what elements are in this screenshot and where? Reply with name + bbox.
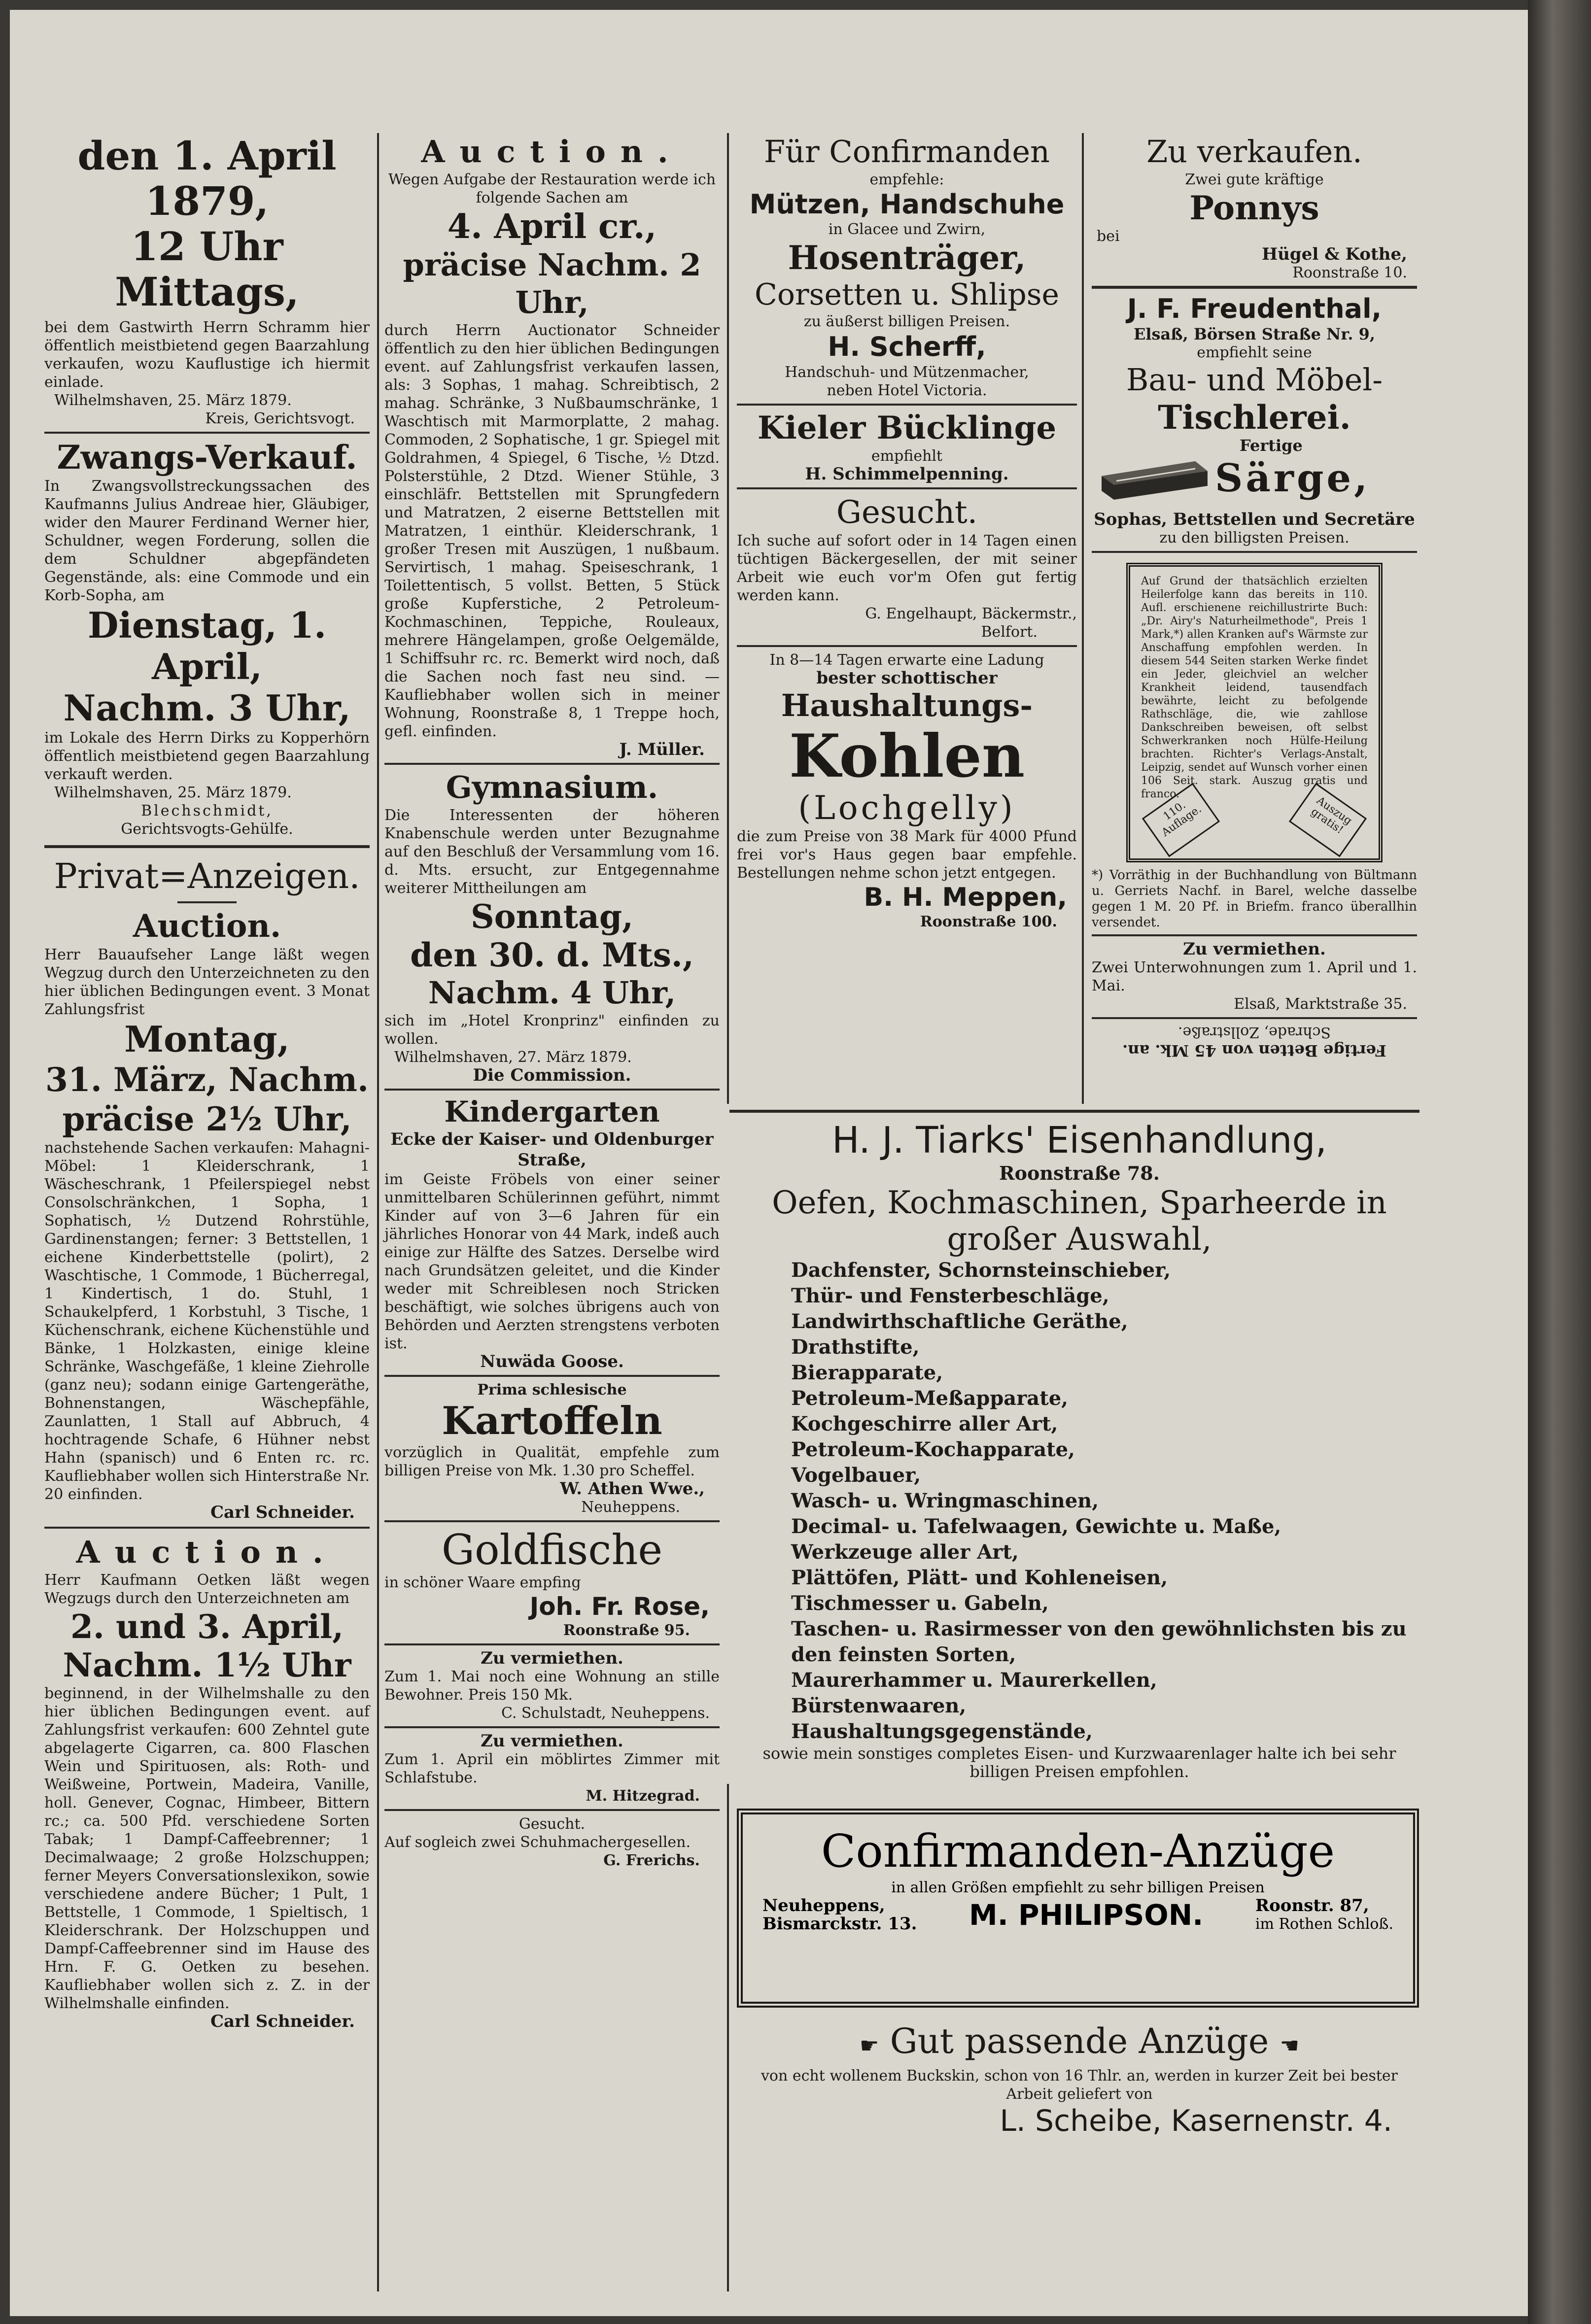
philipson-right2: im Rothen Schloß. <box>1255 1915 1393 1933</box>
verkaufen-by: bei <box>1097 228 1120 245</box>
vermiethen2-sign: M. Hitzegrad. <box>586 1787 700 1805</box>
philipson-left1: Neuheppens, <box>762 1896 885 1915</box>
tiarks-headline: Oefen, Kochmaschinen, Sparheerde in <box>772 1185 1387 1221</box>
freudenthal-l3: Fertige <box>1240 436 1303 455</box>
kartoffeln-place: Neuheppens. <box>581 1499 680 1516</box>
column-rule-2b <box>727 1784 729 2291</box>
philipson-title: Confirmanden-Anzüge <box>821 1825 1335 1878</box>
airy-note: *) Vorräthig in der Buchhandlung von Bültmann u. Gerriets Nachf. in Barel, welche dasselbe gegen 1 M. 20 Pf. in Briefm. franco überallhin versendet. <box>1092 868 1417 930</box>
gesucht-title: Gesucht. <box>836 494 978 531</box>
divider <box>384 763 720 765</box>
tiarks-item: Petroleum-Meßapparate, <box>791 1387 1069 1410</box>
column-rule-1 <box>377 133 379 2291</box>
divider <box>737 487 1077 489</box>
tiarks-item: Taschen- u. Rasirmesser von den gewöhnlichsten bis zu den feinsten Sorten, <box>791 1617 1407 1666</box>
freudenthal-l1: Bau- und Möbel- <box>1126 362 1383 398</box>
zwangs-place: Wilhelmshaven, 25. März 1879. <box>54 784 292 801</box>
confirmanden-l2: in Glacee und Zwirn, <box>828 221 986 238</box>
lange-title: Auction. <box>133 908 281 945</box>
goldfische-name: Joh. Fr. Rose, <box>529 1592 710 1621</box>
tiarks-footer: sowie mein sonstiges completes Eisen- und Kurzwaarenlager halte ich bei sehr billigen Preisen empfohlen. <box>762 1744 1396 1781</box>
philipson-body: in allen Größen empfiehlt zu sehr billigen Preisen <box>891 1879 1265 1896</box>
kohlen-body: die zum Preise von 38 Mark für 4000 Pfund frei vor's Haus gegen baar empfehle. Bestellungen nehme schon jetzt entgegen. <box>737 828 1077 882</box>
column-rule-2 <box>727 133 729 1104</box>
auction-body: bei dem Gastwirth Herrn Schramm hier öffentlich meistbietend gegen Baarzahlung verkaufen, wozu Kauflustige ich hiermit einlade. <box>44 319 370 391</box>
divider-thick <box>44 845 370 848</box>
philipson-right1: Roonstr. 87, <box>1255 1896 1369 1915</box>
freudenthal-name: J. F. Freudenthal, <box>1127 293 1382 324</box>
meppen-addr: Roonstraße 100. <box>920 913 1057 930</box>
scherff-addr: neben Hotel Victoria. <box>827 382 987 399</box>
meppen-name: B. H. Meppen, <box>864 883 1067 912</box>
mueller-body2: durch Herrn Auctionator Schneider öffentlich zu den hier üblichen Bedingungen event. auf Zahlungsfrist verkaufen lassen, als: 3 Sophas, 1 mahag. Schreibtisch, 2 mahag. Schränke, 3 Nußbaumschränke, 1 Waschtisch mit Marmorplatte, 2 mahag. Commoden, 2 Sophatische, 1 gr. Spiegel mit Goldrahmen, 4 Spiegel, 6 Tische, ½ Dtzd. Polsterstühle, 2 Dtzd. Wiener Stühle, 3 einschläfr. Bettstellen mit Sprungfedern und Matratzen, 2 eiserne Bettstellen mit Matratzen, 1 einthür. Kleiderschrank, 1 großer Tresen mit Auszügen, 1 nußbaum. Servirtisch, 1 mahag. Speiseschrank, 1 Toilettentisch, 5 vollst. Betten, 5 Stück große Kupferstiche, 2 Petroleum-Kochmaschinen, Teppiche, Rouleaux, mehrere Hängelampen, große Oelgemälde, 1 Schiffsuhr rc. rc. Bemerkt wird noch, daß die Sachen noch fast neu sind. — Kaufliebhaber wollen sich in meiner Wohnung, Roonstraße 8, 1 Treppe hoch, gefl. einfinden. <box>384 322 720 740</box>
gymnasium-body2: sich im „Hotel Kronprinz" einfinden zu wollen. <box>384 1012 720 1048</box>
divider <box>1092 934 1417 936</box>
tiarks-headline2: großer Auswahl, <box>947 1221 1212 1258</box>
kindergarten-sign: Nuwäda Goose. <box>480 1352 624 1371</box>
zwangs-title: Zwangs-Verkauf. <box>57 438 357 477</box>
tiarks-title: H. J. Tiarks' Eisenhandlung, <box>831 1119 1327 1162</box>
divider <box>384 1089 720 1091</box>
tiarks-ad <box>737 1119 1422 1781</box>
zwangs-body: In Zwangsvollstreckungssachen des Kaufmanns Julius Andreae hier, Gläubiger, wider den Maurer Ferdinand Werner hier, Schuldner, wegen Forderung, sollen die dem Schuldner abgepfändeten Gegenstände, als: eine Commode und ein Korb-Sopha, am <box>44 478 370 604</box>
upside-down-ad <box>1092 1023 1417 1059</box>
divider-wide <box>729 1110 1419 1113</box>
gesucht-body: Ich suche auf sofort oder in 14 Tagen einen tüchtigen Bäckergesellen, der mit seiner Arbeit wie euch vor'm Ofen gut fertig werden kann. <box>737 532 1077 604</box>
zwangs-body2: im Lokale des Herrn Dirks zu Kopperhörn öffentlich meistbietend gegen Baarzahlung verkauft werden. <box>44 729 370 783</box>
gesucht-place: Belfort. <box>981 623 1038 641</box>
scheibe-sign: L. Scheibe, Kasernenstr. 4. <box>1000 2104 1392 2138</box>
tiarks-item: Drathstifte, <box>791 1335 920 1359</box>
buecklinge-sign: H. Schimmelpenning. <box>805 464 1009 484</box>
oetken-date: 2. und 3. April, <box>70 1607 344 1646</box>
gymnasium-date: den 30. d. Mts., <box>410 936 694 974</box>
confirmanden-l3: Hosenträger, <box>788 239 1026 277</box>
gymnasium-time: Nachm. 4 Uhr, <box>428 975 676 1011</box>
tiarks-item: Bierapparate, <box>791 1361 943 1384</box>
mueller-date: 4. April cr., <box>447 207 657 246</box>
pointing-hand-right-icon: ☛ <box>859 2033 879 2058</box>
tiarks-item: Werkzeuge aller Art, <box>791 1540 1019 1564</box>
philipson-row <box>743 1897 1413 1933</box>
gesucht2-sign: G. Frerichs. <box>603 1852 700 1869</box>
divider <box>1092 1017 1417 1019</box>
divider <box>384 1520 720 1522</box>
gymnasium-title: Gymnasium. <box>446 769 658 805</box>
airy-badge-right: Auszug gratis! <box>1289 783 1367 857</box>
confirmanden-l1: Mützen, Handschuhe <box>749 189 1065 220</box>
tiarks-item-list <box>737 1258 1422 1744</box>
vermiethen2-title: Zu vermiethen. <box>481 1731 623 1751</box>
freudenthal-l6: zu den billigsten Preisen. <box>1159 529 1349 547</box>
mueller-body: Wegen Aufgabe der Restauration werde ich folgende Sachen am <box>388 171 716 206</box>
huegel-addr: Roonstraße 10. <box>1292 264 1407 281</box>
zwangs-sign2: Gerichtsvogts-Gehülfe. <box>121 820 293 838</box>
gesucht2-body: Auf sogleich zwei Schuhmachergesellen. <box>384 1834 691 1851</box>
huegel-kothe: Hügel & Kothe, <box>1262 244 1407 264</box>
tiarks-item: Plättöfen, Plätt- und Kohleneisen, <box>791 1566 1168 1589</box>
gesucht-sign: G. Engelhaupt, Bäckermstr., <box>865 605 1077 622</box>
kohlen-title: Haushaltungs- <box>781 687 1033 723</box>
tiarks-item: Landwirthschaftliche Geräthe, <box>791 1310 1128 1333</box>
scherff-trade: Handschuh- und Mützenmacher, <box>785 364 1029 381</box>
lange-body: Herr Bauaufseher Lange läßt wegen Wegzug durch den Unterzeichneten zu den hier üblichen Bedingungen event. 3 Monat Zahlungsfrist <box>44 946 370 1018</box>
lange-sign: Carl Schneider. <box>210 1503 355 1522</box>
philipson-left2: Bismarckstr. 13. <box>762 1914 917 1934</box>
oetken-title: Auction. <box>76 1534 338 1570</box>
coffin-block <box>1092 437 1417 511</box>
divider <box>737 645 1077 647</box>
tiarks-item: Haushaltungsgegenstände, <box>791 1720 1093 1743</box>
vermiethen1-title: Zu vermiethen. <box>481 1648 623 1668</box>
divider <box>384 1375 720 1377</box>
kartoffeln-pre: Prima schlesische <box>477 1381 627 1399</box>
auction-date: den 1. April 1879, <box>77 133 337 224</box>
oetken-sign: Carl Schneider. <box>210 2012 355 2031</box>
tiarks-item: Kochgeschirre aller Art, <box>791 1412 1058 1435</box>
freudenthal-l2: Tischlerei. <box>1158 398 1351 437</box>
vermiethen1-sign: C. Schulstadt, Neuheppens. <box>501 1705 710 1722</box>
mueller-time: präcise Nachm. 2 Uhr, <box>403 247 701 320</box>
gesucht2-title: Gesucht. <box>519 1815 586 1833</box>
tiarks-item: Vogelbauer, <box>791 1464 921 1487</box>
short-rule <box>177 901 237 903</box>
kohlen-title3: (Lochgelly) <box>798 789 1016 827</box>
column-3 <box>737 133 1077 931</box>
tiarks-item: Thür- und Fensterbeschläge, <box>791 1284 1109 1307</box>
tiarks-item: Wasch- u. Wringmaschinen, <box>791 1489 1099 1512</box>
freudenthal-pre: empfiehlt seine <box>1197 344 1312 361</box>
book-spine <box>1528 0 1591 2324</box>
scheibe-ad <box>737 2020 1422 2139</box>
lange-day: Montag, <box>124 1018 290 1060</box>
vermiethen1-body: Zum 1. Mai noch eine Wohnung an stille Bewohner. Preis 150 Mk. <box>384 1668 720 1704</box>
goldfische-body: in schöner Waare empfing <box>384 1574 581 1591</box>
buecklinge-title: Kieler Bücklinge <box>757 410 1057 446</box>
section-heading: Privat=Anzeigen. <box>54 856 360 896</box>
saerge: Särge, <box>1215 456 1371 501</box>
pointing-hand-left-icon: ☚ <box>1280 2033 1300 2058</box>
mueller-sign: J. Müller. <box>619 740 705 759</box>
column-4 <box>1092 133 1417 1059</box>
scherff-name: H. Scherff, <box>828 331 986 362</box>
oetken-body: Herr Kaufmann Oetken läßt wegen Wegzugs durch den Unterzeichneten am <box>44 1572 370 1607</box>
gymnasium-body: Die Interessenten der höheren Knabenschule werden unter Bezugnahme auf den Beschluß der Versammlung vom 16. d. Mts. ersucht, zur Entgegennahme weiterer Mittheilungen am <box>384 807 720 897</box>
betten-line1: Fertige Betten von 45 Mk. an. <box>1122 1041 1386 1060</box>
coffin-icon <box>1097 442 1210 506</box>
vermiethen3-sign: Elsaß, Marktstraße 35. <box>1234 995 1407 1013</box>
kindergarten-body: im Geiste Fröbels von einer seiner unmittelbaren Schülerinnen geführt, nimmt Kinder auf von 3—6 Jahren für ein jährliches Honorar von 44 Mark, indeß auch einige zur Hälfte des Satzes. Derselbe wird nach Grundsätzen geleitet, und die Kinder weder mit Schreiblesen noch Stricken beschäftigt, wie solches übrigens auch von Behörden und Aerzten strengstens verboten ist. <box>384 1171 720 1352</box>
divider <box>1092 286 1417 289</box>
vermiethen3-body: Zwei Unterwohnungen zum 1. April und 1. Mai. <box>1092 959 1417 994</box>
scheibe-title: Gut passende Anzüge <box>890 2021 1269 2061</box>
gymnasium-place: Wilhelmshaven, 27. März 1879. <box>394 1049 632 1066</box>
kindergarten-sub: Ecke der Kaiser- und Oldenburger Straße, <box>390 1129 714 1170</box>
divider <box>1092 551 1417 553</box>
tiarks-item: Tischmesser u. Gabeln, <box>791 1592 1049 1615</box>
zwangs-day: Dienstag, 1. April, <box>87 604 327 687</box>
oetken-time: Nachm. 1½ Uhr <box>63 1646 351 1684</box>
zwangs-sign1: Blechschmidt, <box>141 802 273 820</box>
airy-body: Auf Grund der thatsächlich erzielten Heilerfolge kann das bereits in 110. Aufl. erschienene reichillustrirte Buch: „Dr. Airy's Naturheilmethode", Preis 1 Mark,*) allen Kranken auf's Wärmste zur Anschaffung empfohlen werden. In diesem 544 Seiten starken Werke findet ein Jeder, gleichviel an welcher Krankheit leidend, tausendfach bewährte, leicht zu befolgende Rathschläge, die, wie zahllose Dankschreiben beweisen, oft selbst Schwerkranken noch Hülfe-Heilung brachten. Richter's Verlags-Anstalt, Leipzig, sendet auf Wunsch vorher einen 106 Seit. stark. Auszug gratis und franco. <box>1141 575 1368 800</box>
confirmanden-pre: empfehle: <box>869 171 944 188</box>
auction-place: Wilhelmshaven, 25. März 1879. <box>54 392 292 409</box>
kohlen-pre: In 8—14 Tagen erwarte eine Ladung <box>769 651 1044 669</box>
ponnys: Ponnys <box>1189 189 1319 227</box>
confirmanden-title: Für Confirmanden <box>764 134 1050 170</box>
tiarks-item: Maurerhammer u. Maurerkellen, <box>791 1669 1157 1692</box>
divider <box>44 1527 370 1529</box>
lange-date: 31. März, Nachm. <box>45 1060 369 1099</box>
divider <box>384 1726 720 1728</box>
auction-sign: Kreis, Gerichtsvogt. <box>205 410 355 427</box>
divider <box>384 1809 720 1811</box>
kohlen-title2: Kohlen <box>789 721 1025 791</box>
goldfische-title: Goldfische <box>441 1526 663 1574</box>
vermiethen2-body: Zum 1. April ein möblirtes Zimmer mit Schlafstube. <box>384 1751 720 1786</box>
airy-badge-left: 110. Auflage. <box>1142 783 1220 857</box>
column-rule-3 <box>1082 133 1084 1104</box>
tiarks-addr: Roonstraße 78. <box>999 1162 1160 1184</box>
airy-frame <box>1126 563 1383 862</box>
kartoffeln-body: vorzüglich in Qualität, empfehle zum billigen Preise von Mk. 1.30 pro Scheffel. <box>384 1444 720 1479</box>
gymnasium-sign: Die Commission. <box>473 1065 631 1085</box>
mueller-title: Auction. <box>421 134 683 170</box>
newspaper-page <box>10 10 1528 2316</box>
oetken-body2: beginnend, in der Wilhelmshalle zu den hier üblichen Bedingungen event. auf Zahlungsfrist verkaufen: 600 Zehntel gute abgelagerte Cigarren, ca. 800 Flaschen Wein und Spirituosen, als: Roth- und Weißweine, Portwein, Madeira, Vanille, holl. Genever, Cognac, Himbeer, Bittern rc.; ca. 500 Pfd. verschiedene Sorten Tabak; 1 Dampf-Caffeebrenner; 1 Decimalwaage; 2 große Holzschuppen; ferner Meyers Conversationslexikon, sowie verschiedene andere Bücher; 1 Pult, 1 Bettstelle, 1 Commode, 1 Spieltisch, 1 Kleiderschrank. Der Holzschuppen und Dampf-Caffeebrenner sind im Hause des Hrn. F. G. Oetken zu besehen. Kaufliebhaber wollen sich z. Z. in der Wilhelmshalle einfinden. <box>44 1685 370 2012</box>
divider <box>737 404 1077 406</box>
scheibe-body: von echt wollenem Buckskin, schon von 16 Thlr. an, werden in kurzer Zeit bei bester Arbeit geliefert von <box>761 2067 1398 2103</box>
verkaufen-title: Zu verkaufen. <box>1146 134 1362 170</box>
scheibe-title-row <box>737 2020 1422 2067</box>
confirmanden-l4: Corsetten u. Shlipse <box>754 277 1060 312</box>
tiarks-item: Petroleum-Kochapparate, <box>791 1438 1075 1461</box>
tiarks-item: Bürstenwaaren, <box>791 1694 967 1717</box>
buecklinge-pre: empfiehlt <box>871 447 943 465</box>
philipson-frame <box>737 1809 1419 2008</box>
tiarks-item: Dachfenster, Schornsteinschieber, <box>791 1259 1171 1282</box>
goldfische-addr: Roonstraße 95. <box>563 1622 690 1639</box>
kohlen-sub: bester schottischer <box>816 668 998 688</box>
divider <box>44 432 370 434</box>
kartoffeln-sign: W. Athen Wwe., <box>560 1479 705 1499</box>
kindergarten-title: Kindergarten <box>444 1095 660 1128</box>
philipson-name: M. PHILIPSON. <box>969 1898 1204 1932</box>
freudenthal-l5: Sophas, Bettstellen und Secretäre <box>1094 510 1415 529</box>
zwangs-time: Nachm. 3 Uhr, <box>63 687 351 729</box>
freudenthal-addr: Elsaß, Börsen Straße Nr. 9, <box>1133 325 1376 343</box>
column-2 <box>384 133 720 1870</box>
vermiethen3-title: Zu vermiethen. <box>1183 939 1326 959</box>
lange-time: präcise 2½ Uhr, <box>62 1100 352 1138</box>
tiarks-item: Decimal- u. Tafelwaagen, Gewichte u. Maße, <box>791 1515 1281 1538</box>
kartoffeln-title: Kartoffeln <box>442 1399 662 1443</box>
lange-body2: nachstehende Sachen verkaufen: Mahagni-Möbel: 1 Kleiderschrank, 1 Wäscheschrank, 1 Pfeilerspiegel nebst Consolschränkchen, 1 Sopha, 1 Sophatisch, ½ Dutzend Rohrstühle, Gardinenstangen; ferner: 3 Bettstellen, 1 eichene Kinderbettstelle (polirt), 2 Waschtische, 1 Commode, 1 Bücherregal, 1 Kindertisch, 1 do. Stuhl, 1 Schaukelpferd, 1 Korbstuhl, 3 Tische, 1 Küchenschrank, eichene Küchenstühle und Bänke, 1 Holzkasten, einige kleine Schränke, Waschgefäße, 1 kleine Ziehrolle (ganz neu); sodann einige Gartengeräthe, Bohnenstangen, Wäschepfähle, Zaunlatten, 1 Stall auf Abbruch, 4 hochtragende Schafe, 6 Hühner nebst Hahn (spanisch) und 6 Enten rc. rc. Kaufliebhaber wollen sich Hinterstraße Nr. 20 einfinden. <box>44 1139 370 1503</box>
gymnasium-day: Sonntag, <box>470 897 634 936</box>
column-1 <box>44 133 370 2031</box>
verkaufen-pre: Zwei gute kräftige <box>1185 171 1324 188</box>
betten-line2: Schrade, Zollstraße. <box>1177 1024 1331 1041</box>
auction-time: 12 Uhr Mittags, <box>115 223 299 315</box>
confirmanden-l5: zu äußerst billigen Preisen. <box>803 313 1010 330</box>
divider <box>384 1643 720 1645</box>
